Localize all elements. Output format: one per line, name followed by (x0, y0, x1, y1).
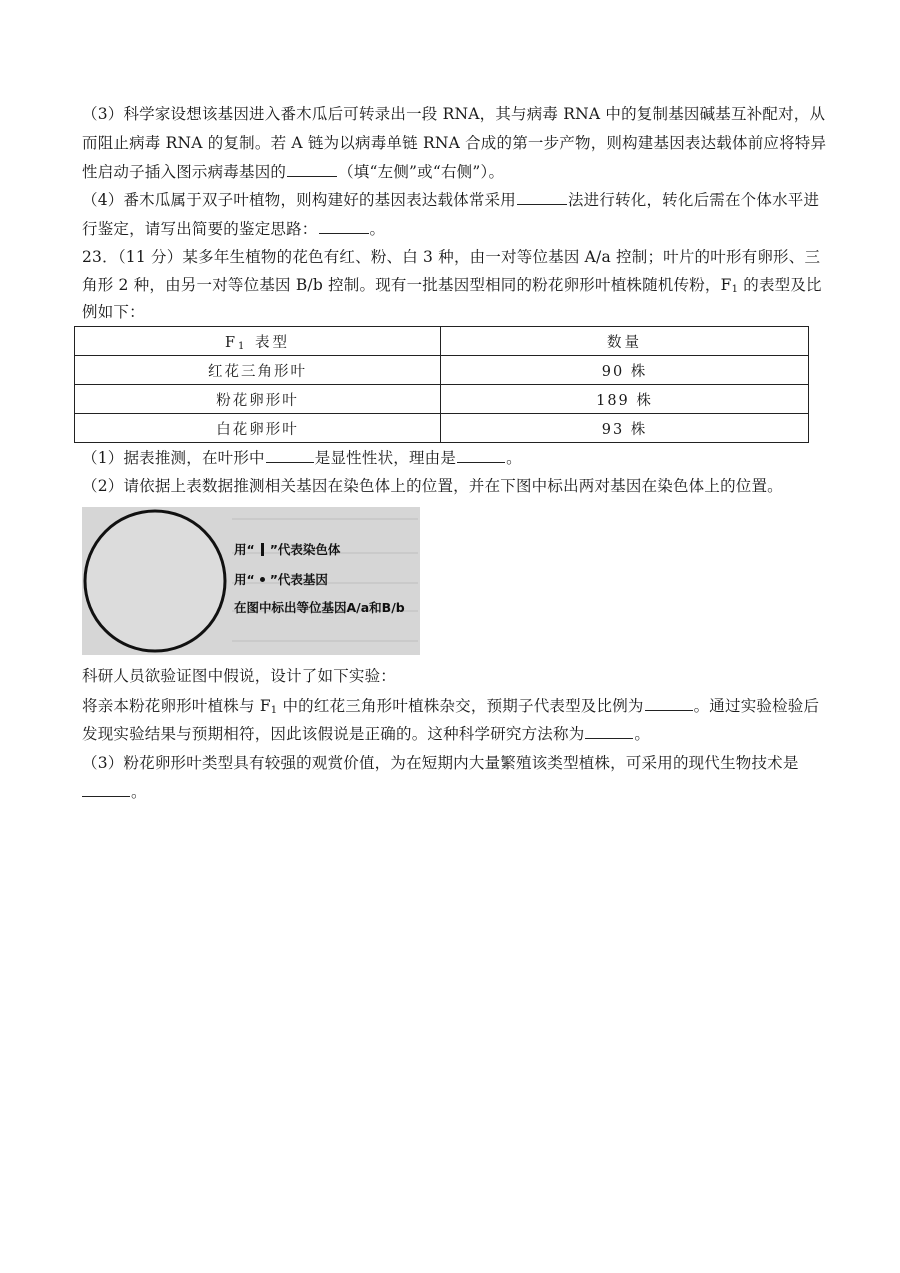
answer-blank[interactable] (585, 722, 633, 739)
q22-part4-line1: （4）番木瓜属于双子叶植物，则构建好的基因表达载体常采用 法进行转化，转化后需在个体水平进 (82, 188, 822, 212)
q23-verify-line1: 将亲本粉花卵形叶植株与 $F_1$ 中的红花三角形叶植株杂交，预期子代表型及比例为 。通过实验检验后 (82, 694, 822, 718)
q23-verify-line2: 发现实验结果与预期相符，因此该假说是正确的。这种科学研究方法称为 。 (82, 722, 822, 746)
q23-part2: （2）请依据上表数据推测相关基因在染色体上的位置，并在下图中标出两对基因在染色体上的位置。 (82, 477, 783, 495)
table-header-row (75, 327, 809, 356)
answer-blank[interactable] (319, 217, 369, 234)
count-cell: 90 株 (441, 356, 809, 385)
header-phenotype: $F_1$ 表型 (75, 327, 441, 356)
header-count: 数量 (441, 327, 809, 356)
q22-part4-line2: 行鉴定，请写出简要的鉴定思路： 。 (82, 217, 822, 241)
legend-instruction: 在图中标出等位基因A/a和B/b (234, 600, 405, 615)
cell-diagram[interactable] (82, 507, 420, 655)
phenotype-cell: 红花三角形叶 (75, 356, 441, 385)
q22-part3-line1: （3）科学家设想该基因进入番木瓜后可转录出一段 RNA，其与病毒 RNA 中的复制基因碱基互补配对，从 (82, 105, 826, 123)
legend-gene: 用“ ”代表基因 (234, 572, 328, 587)
chromosome-symbol-icon (261, 543, 264, 556)
q22-part3-line2: 而阻止病毒 RNA 的复制。若 A 链为以病毒单链 RNA 合成的第一步产物，则构建基因表达载体前应将特异 (82, 134, 827, 152)
answer-blank[interactable] (457, 446, 505, 463)
table-row (75, 356, 809, 385)
count-cell: 189 株 (441, 385, 809, 414)
phenotype-cell: 白花卵形叶 (75, 414, 441, 443)
q22-part3-line3: 性启动子插入图示病毒基因的 （填“左侧”或“右侧”）。 (82, 160, 822, 184)
q23-stem-line1: 23．（11 分）某多年生植物的花色有红、粉、白 3 种，由一对等位基因 A/a 控制；叶片的叶形有卵形、三 (82, 248, 821, 266)
q23-verify-intro: 科研人员欲验证图中假说，设计了如下实验： (82, 667, 397, 685)
legend-chromosome: 用“ ”代表染色体 (234, 542, 341, 557)
q23-part3-line2: 。 (82, 780, 822, 804)
q23-part3-line1: （3）粉花卵形叶类型具有较强的观赏价值，为在短期内大量繁殖该类型植株，可采用的现代生物技术是 (82, 754, 799, 772)
answer-blank[interactable] (287, 160, 337, 177)
table-row (75, 414, 809, 443)
q23-stem-line2: 角形 2 种，由另一对等位基因 B/b 控制。现有一批基因型相同的粉花卵形叶植株随机传粉，$F_1$ 的表型及比 (82, 276, 822, 295)
phenotype-cell: 粉花卵形叶 (75, 385, 441, 414)
answer-blank[interactable] (645, 694, 693, 711)
count-cell: 93 株 (441, 414, 809, 443)
answer-blank[interactable] (517, 188, 567, 205)
answer-blank[interactable] (266, 446, 314, 463)
gene-dot-icon (260, 577, 265, 582)
q23-part1: （1）据表推测，在叶形中 是显性性状，理由是 。 (82, 446, 822, 470)
table-row (75, 385, 809, 414)
q23-stem-line3: 例如下： (82, 303, 145, 321)
answer-blank[interactable] (82, 780, 130, 797)
f1-phenotype-table (74, 326, 809, 443)
